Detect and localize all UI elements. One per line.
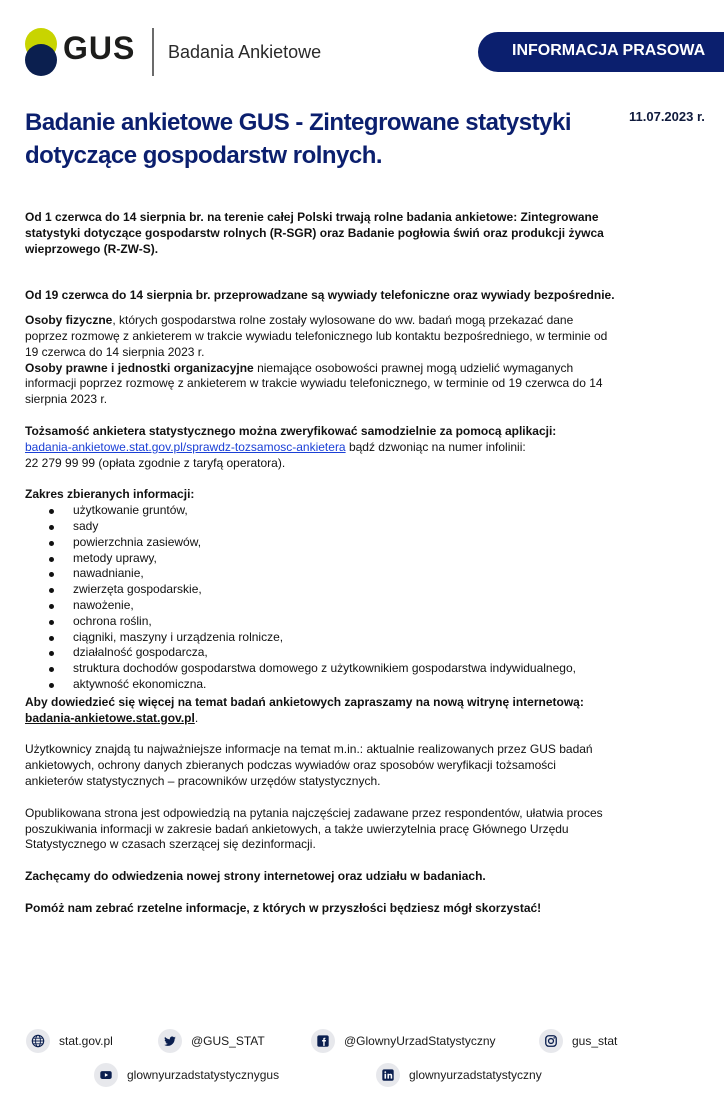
interviews-paragraph: Od 19 czerwca do 14 sierpnia br. przeprowadzane są wywiady telefoniczne oraz wywiady bezpośrednie. (25, 288, 615, 303)
instagram-icon (539, 1029, 563, 1053)
more-info-bold: Aby dowiedzieć się więcej na temat badań ankietowych zapraszamy na nową witrynę internetową: (25, 694, 584, 709)
infoline-phone: 22 279 99 99 (opłata zgodnie z taryfą operatora). (25, 455, 286, 470)
natural-persons-text: , których gospodarstwa rolne zostały wylosowane do ww. badań mogą przekazać dane poprzez rozmowę z ankieterem w trakcie wywiadu telefonicznego lub kontaktu bezpośredniego, w terminie od 19 czerwca do 14 sierpnia 2023 r. (25, 313, 608, 359)
natural-persons-paragraph (25, 313, 615, 360)
header-divider (152, 28, 154, 76)
list-item: sady (25, 519, 615, 535)
scope-list (25, 503, 615, 693)
article-body (25, 210, 615, 917)
twitter-icon (158, 1029, 182, 1053)
survey-website-link[interactable]: badania-ankietowe.stat.gov.pl (25, 710, 195, 725)
list-item: nawożenie, (25, 598, 615, 614)
footer-linkedin-label: glownyurzadstatystyczny (409, 1068, 542, 1082)
more-info-after: . (194, 710, 199, 725)
more-info-paragraph (25, 695, 615, 727)
footer-facebook[interactable] (311, 1029, 496, 1053)
facebook-icon (311, 1029, 335, 1053)
verify-after-link: bądź dzwoniąc na numer infolinii: (345, 439, 526, 454)
logo-navy-circle (25, 44, 57, 76)
list-item: aktywność ekonomiczna. (25, 677, 615, 693)
linkedin-icon (376, 1063, 400, 1087)
footer-instagram-label: gus_stat (572, 1034, 618, 1048)
footer-twitter-label: @GUS_STAT (191, 1034, 265, 1048)
legal-persons-paragraph (25, 361, 615, 408)
list-item: powierzchnia zasiewów, (25, 535, 615, 551)
verify-bold: Tożsamość ankietera statystycznego można zweryfikować samodzielnie za pomocą aplikacji: (25, 423, 557, 438)
list-item: struktura dochodów gospodarstwa domowego z użytkownikiem gospodarstwa indywidualnego, (25, 661, 615, 677)
page-title: Badanie ankietowe GUS - Zintegrowane statystyki dotyczące gospodarstw rolnych. (25, 109, 571, 169)
help-paragraph: Pomóż nam zebrać rzetelne informacje, z których w przyszłości będziesz mógł skorzystać! (25, 900, 542, 915)
verify-paragraph (25, 424, 615, 471)
legal-persons-label: Osoby prawne i jednostki organizacyjne (25, 360, 254, 375)
footer-linkedin[interactable] (376, 1063, 542, 1087)
list-item: zwierzęta gospodarskie, (25, 582, 615, 598)
gus-logo-mark (25, 28, 57, 76)
release-date: 11.07.2023 r. (629, 109, 705, 124)
footer-website[interactable] (26, 1029, 113, 1053)
list-item: metody uprawy, (25, 551, 615, 567)
lead-paragraph: Od 1 czerwca do 14 sierpnia br. na terenie całej Polski trwają rolne badania ankietowe: Zintegrowane statystyki dotyczące gospodarstw rolnych (R-SGR) oraz Badanie pogłowia świń oraz produkcji żywca wieprzowego (R-ZW-S). (25, 210, 604, 256)
globe-icon (26, 1029, 50, 1053)
footer-website-label: stat.gov.pl (59, 1034, 113, 1048)
gus-logo-text: GUS (63, 30, 136, 66)
footer-instagram[interactable] (539, 1029, 617, 1053)
legal-persons-text: niemające osobowości prawnej mogą udzielić wymaganych informacji poprzez rozmowę z ankieterem w trakcie wywiadu telefonicznego, w terminie od 19 czerwca do 14 sierpnia 2023 r. (25, 360, 603, 407)
list-item: ciągniki, maszyny i urządzenia rolnicze, (25, 630, 615, 646)
footer-twitter[interactable] (158, 1029, 265, 1053)
list-item: użytkowanie gruntów, (25, 503, 615, 519)
footer-youtube[interactable] (94, 1063, 279, 1087)
list-item: nawadnianie, (25, 566, 615, 582)
youtube-icon (94, 1063, 118, 1087)
unit-name: Badania Ankietowe (168, 42, 322, 62)
natural-persons-label: Osoby fizyczne (25, 313, 113, 328)
footer-youtube-label: glownyurzadstatystycznygus (127, 1068, 280, 1082)
scope-title: Zakres zbieranych informacji: (25, 487, 195, 502)
footer-facebook-label: @GlownyUrzadStatystyczny (344, 1034, 496, 1048)
published-paragraph: Opublikowana strona jest odpowiedzią na pytania najczęściej zadawane przez respondentów, ułatwia proces poszukiwania informacji w zakresie badań ankietowych, a także uwierzytelnia pracę Głównego Urzędu Statystycznego w czasach szerzącej się dezinformacji. (25, 805, 603, 852)
verify-identity-link[interactable]: badania-ankietowe.stat.gov.pl/sprawdz-tozsamosc-ankietera (25, 439, 346, 454)
users-paragraph: Użytkownicy znajdą tu najważniejsze informacje na temat m.in.: aktualnie realizowanych przez GUS badań ankietowych, ochrony danych zbieranych podczas wywiadów oraz sposobów weryfikacji tożsamości ankieterów statystycznych – pracowników urzędów statystycznych. (25, 742, 593, 788)
encourage-paragraph: Zachęcamy do odwiedzenia nowej strony internetowej oraz udziału w badaniach. (25, 869, 486, 884)
list-item: ochrona roślin, (25, 614, 615, 630)
list-item: działalność gospodarcza, (25, 645, 615, 661)
press-release-badge: INFORMACJA PRASOWA (478, 32, 724, 72)
